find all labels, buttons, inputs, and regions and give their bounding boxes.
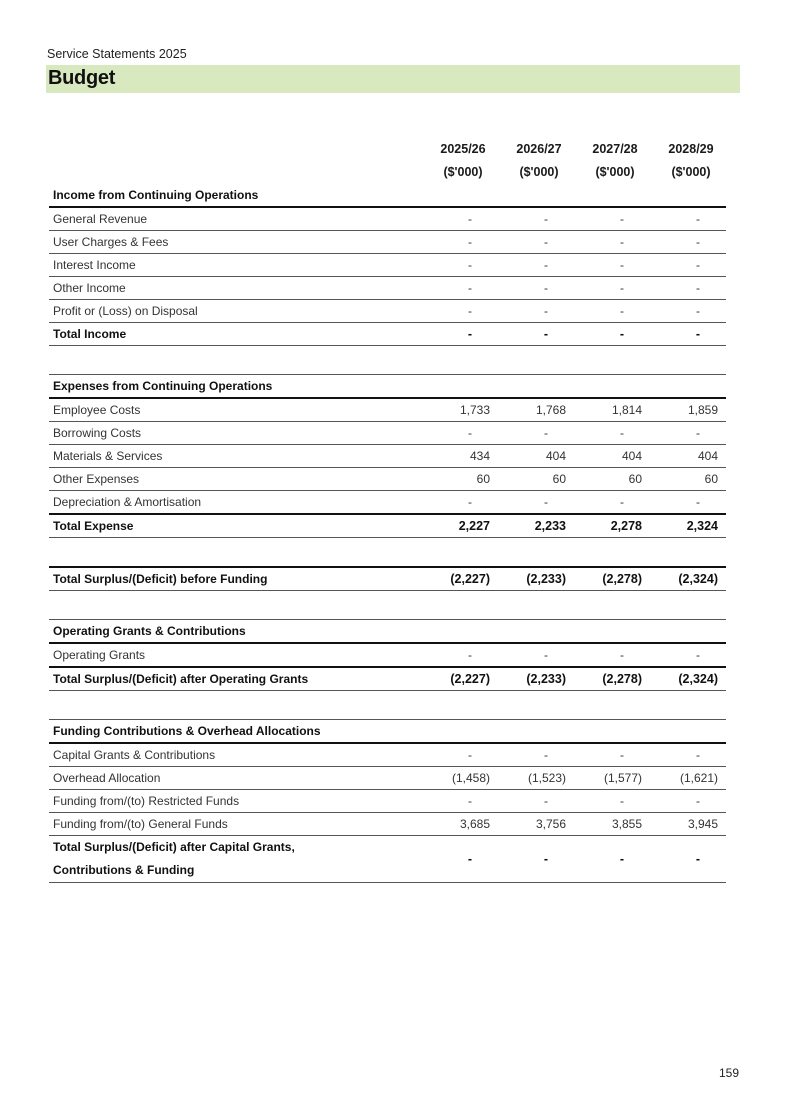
column-header-unit: ($'000) <box>671 165 711 179</box>
value-cell: 404 <box>650 445 726 468</box>
value-cell: 1,814 <box>574 398 650 422</box>
section-heading: Expenses from Continuing Operations <box>49 375 726 399</box>
value-cell: 3,855 <box>574 813 650 836</box>
value-cell: 404 <box>574 445 650 468</box>
value-cell: - <box>422 254 498 277</box>
value-cell: - <box>498 300 574 323</box>
column-header-year: 2028/29 <box>668 142 714 156</box>
value-cell: 1,733 <box>422 398 498 422</box>
row-label: Interest Income <box>49 254 422 277</box>
value-cell: - <box>650 207 726 231</box>
value-cell: (2,278) <box>574 567 650 591</box>
value-cell: - <box>422 643 498 667</box>
value-cell: - <box>574 277 650 300</box>
value-cell: - <box>422 790 498 813</box>
value-cell: 3,685 <box>422 813 498 836</box>
value-cell: - <box>574 422 650 445</box>
value-cell: 434 <box>422 445 498 468</box>
table-row <box>49 445 726 468</box>
value-cell: - <box>498 207 574 231</box>
table-row <box>49 231 726 254</box>
page-number: 159 <box>719 1066 740 1080</box>
column-header-unit: ($'000) <box>595 165 635 179</box>
table-row <box>49 813 726 836</box>
value-cell: - <box>422 491 498 515</box>
row-label: User Charges & Fees <box>49 231 422 254</box>
value-cell: 60 <box>422 468 498 491</box>
value-cell: - <box>650 790 726 813</box>
total-label-line: Total Surplus/(Deficit) after Capital Grants, <box>53 840 295 854</box>
row-label: Depreciation & Amortisation <box>49 491 422 515</box>
section-heading-row <box>49 375 726 399</box>
value-cell: - <box>574 836 650 883</box>
row-label: Funding from/(to) General Funds <box>49 813 422 836</box>
title-bar <box>46 65 740 93</box>
row-label: Operating Grants <box>49 643 422 667</box>
row-label: General Revenue <box>49 207 422 231</box>
value-cell: - <box>422 277 498 300</box>
value-cell: (2,324) <box>650 667 726 691</box>
section-heading: Income from Continuing Operations <box>49 184 726 207</box>
row-label: Materials & Services <box>49 445 422 468</box>
value-cell: - <box>650 231 726 254</box>
spacer-row <box>49 691 726 720</box>
total-label: Total Expense <box>49 514 422 538</box>
value-cell: (1,523) <box>498 767 574 790</box>
value-cell: - <box>498 836 574 883</box>
value-cell: 60 <box>650 468 726 491</box>
total-label: Total Surplus/(Deficit) before Funding <box>49 567 422 591</box>
total-label: Total Income <box>49 323 422 346</box>
spacer-row <box>49 591 726 620</box>
value-cell: - <box>422 207 498 231</box>
value-cell: - <box>422 836 498 883</box>
table-row <box>49 422 726 445</box>
value-cell: (2,324) <box>650 567 726 591</box>
value-cell: - <box>650 836 726 883</box>
section-heading-row <box>49 720 726 744</box>
section-heading-row <box>49 620 726 644</box>
value-cell: (2,227) <box>422 667 498 691</box>
value-cell: - <box>498 277 574 300</box>
value-cell: 2,233 <box>498 514 574 538</box>
value-cell: 3,945 <box>650 813 726 836</box>
value-cell: - <box>650 277 726 300</box>
value-cell: - <box>574 254 650 277</box>
header-row-units <box>49 161 726 184</box>
value-cell: - <box>498 422 574 445</box>
value-cell: - <box>650 254 726 277</box>
table-row <box>49 767 726 790</box>
total-row <box>49 323 726 346</box>
value-cell: 2,278 <box>574 514 650 538</box>
value-cell: - <box>574 323 650 346</box>
value-cell: (1,458) <box>422 767 498 790</box>
section-heading-row <box>49 184 726 207</box>
value-cell: (1,577) <box>574 767 650 790</box>
table-row <box>49 643 726 667</box>
row-label: Borrowing Costs <box>49 422 422 445</box>
total-label-line: Contributions & Funding <box>53 863 195 877</box>
value-cell: 60 <box>498 468 574 491</box>
value-cell: - <box>498 231 574 254</box>
table-row <box>49 491 726 515</box>
value-cell: (2,227) <box>422 567 498 591</box>
value-cell: - <box>574 643 650 667</box>
table-row <box>49 743 726 767</box>
total-row <box>49 514 726 538</box>
value-cell: 60 <box>574 468 650 491</box>
value-cell: - <box>650 743 726 767</box>
document-subtitle: Service Statements 2025 <box>47 47 187 61</box>
value-cell: 3,756 <box>498 813 574 836</box>
value-cell: - <box>650 323 726 346</box>
value-cell: 1,859 <box>650 398 726 422</box>
value-cell: - <box>422 300 498 323</box>
value-cell: - <box>650 643 726 667</box>
value-cell: - <box>574 231 650 254</box>
table-row <box>49 468 726 491</box>
value-cell: 2,324 <box>650 514 726 538</box>
value-cell: - <box>650 491 726 515</box>
row-label: Other Income <box>49 277 422 300</box>
value-cell: 1,768 <box>498 398 574 422</box>
column-header-year: 2027/28 <box>592 142 638 156</box>
section-heading: Funding Contributions & Overhead Allocations <box>49 720 726 744</box>
total-row <box>49 667 726 691</box>
value-cell: - <box>422 323 498 346</box>
value-cell: - <box>498 643 574 667</box>
total-row <box>49 567 726 591</box>
table-row <box>49 254 726 277</box>
spacer-row <box>49 538 726 568</box>
value-cell: - <box>422 422 498 445</box>
total-row <box>49 836 726 883</box>
table-row <box>49 398 726 422</box>
value-cell: 2,227 <box>422 514 498 538</box>
page-title: Budget <box>48 67 116 89</box>
column-header-unit: ($'000) <box>443 165 483 179</box>
table-row <box>49 277 726 300</box>
value-cell: (2,233) <box>498 567 574 591</box>
value-cell: - <box>650 300 726 323</box>
row-label: Employee Costs <box>49 398 422 422</box>
value-cell: - <box>574 743 650 767</box>
section-heading: Operating Grants & Contributions <box>49 620 726 644</box>
value-cell: (2,233) <box>498 667 574 691</box>
total-label <box>49 836 422 883</box>
value-cell: 404 <box>498 445 574 468</box>
row-label: Profit or (Loss) on Disposal <box>49 300 422 323</box>
spacer-row <box>49 346 726 375</box>
table-row <box>49 300 726 323</box>
total-label: Total Surplus/(Deficit) after Operating Grants <box>49 667 422 691</box>
table-row <box>49 790 726 813</box>
value-cell: - <box>498 491 574 515</box>
column-header-year: 2026/27 <box>516 142 562 156</box>
value-cell: - <box>650 422 726 445</box>
budget-table <box>49 138 726 883</box>
value-cell: - <box>422 231 498 254</box>
value-cell: - <box>498 254 574 277</box>
value-cell: - <box>498 790 574 813</box>
value-cell: - <box>422 743 498 767</box>
value-cell: - <box>574 790 650 813</box>
header-row-years <box>49 138 726 161</box>
value-cell: - <box>574 491 650 515</box>
row-label: Other Expenses <box>49 468 422 491</box>
value-cell: (1,621) <box>650 767 726 790</box>
column-header-year: 2025/26 <box>440 142 486 156</box>
value-cell: - <box>574 300 650 323</box>
row-label: Capital Grants & Contributions <box>49 743 422 767</box>
value-cell: - <box>574 207 650 231</box>
table-row <box>49 207 726 231</box>
value-cell: - <box>498 743 574 767</box>
row-label: Funding from/(to) Restricted Funds <box>49 790 422 813</box>
value-cell: (2,278) <box>574 667 650 691</box>
row-label: Overhead Allocation <box>49 767 422 790</box>
value-cell: - <box>498 323 574 346</box>
column-header-unit: ($'000) <box>519 165 559 179</box>
